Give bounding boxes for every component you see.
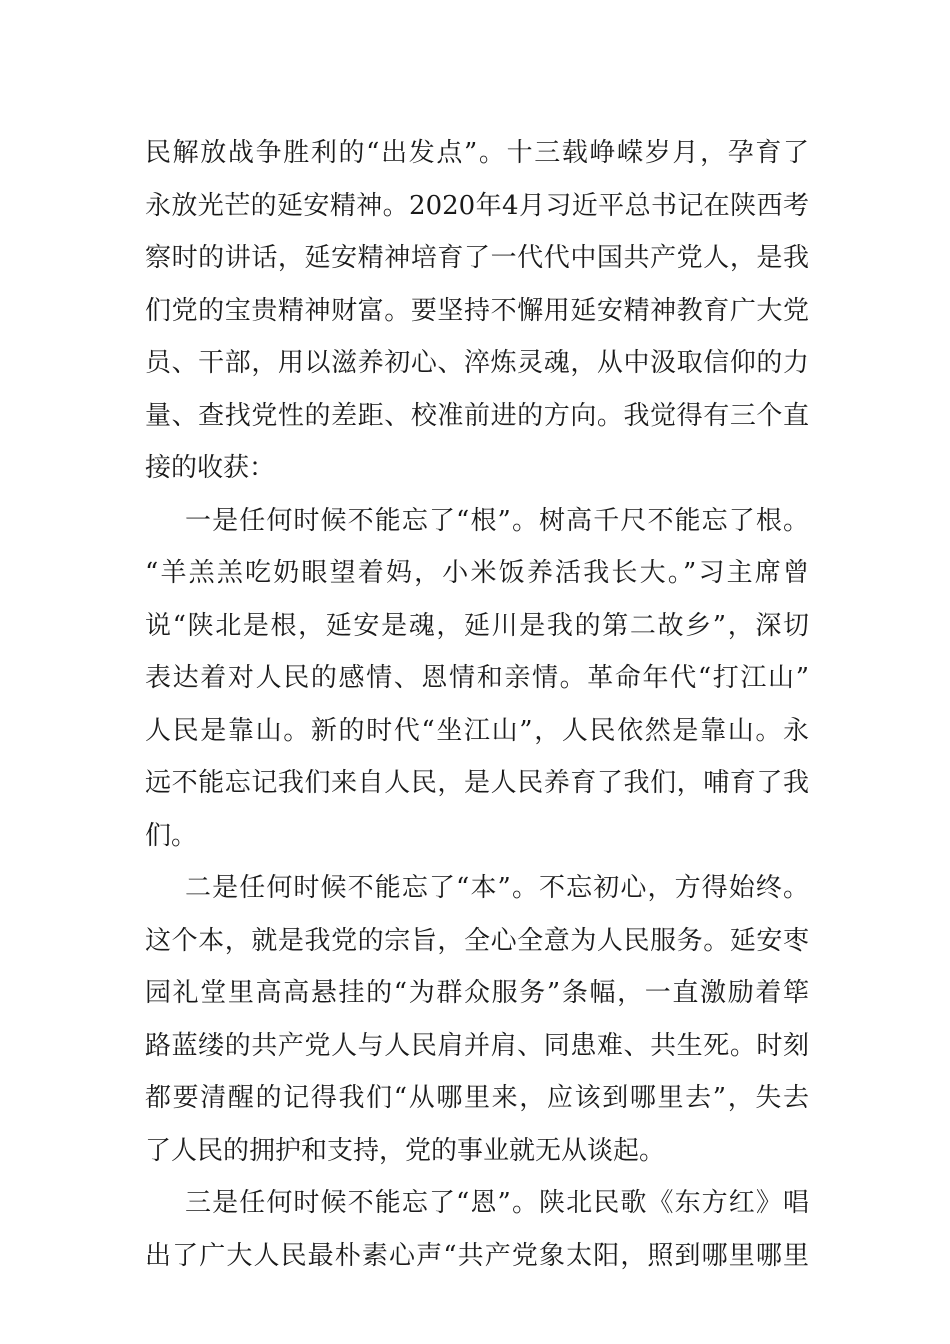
text-line: 一是任何时候不能忘了“根”。树高千尺不能忘了根。 [185,505,809,536]
text-line: 员、干部，用以滋养初心、淬炼灵魂，从中汲取信仰的力 [145,348,809,378]
text-line: 二是任何时候不能忘了“本”。不忘初心，方得始终。 [185,873,809,903]
text-line: 说“陕北是根，延安是魂，延川是我的第二故乡”，深切 [145,610,809,641]
document-body [145,127,809,1282]
text-line: 察时的讲话，延安精神培育了一代代中国共产党人，是我 [145,243,809,273]
text-line: 民解放战争胜利的“出发点”。十三载峥嵘岁月，孕育了 [145,138,809,168]
text-line: 远不能忘记我们来自人民，是人民养育了我们，哺育了我 [145,768,809,798]
text-line: 量、查找党性的差距、校准前进的方向。我觉得有三个直 [145,400,809,431]
text-line: “羊羔羔吃奶眼望着妈，小米饭养活我长大。”习主席曾 [145,558,809,588]
text-line: 永放光芒的延安精神。2020年4月习近平总书记在陕西考 [145,190,809,221]
text-line: 都要清醒的记得我们“从哪里来，应该到哪里去”，失去 [145,1083,809,1113]
text-line: 三是任何时候不能忘了“恩”。陕北民歌《东方红》唱 [185,1188,809,1218]
text-line: 们党的宝贵精神财富。要坚持不懈用延安精神教育广大党 [145,295,809,326]
text-line: 们。 [145,820,198,851]
text-line: 表达着对人民的感情、恩情和亲情。革命年代“打江山” [145,663,809,693]
text-line: 园礼堂里高高悬挂的“为群众服务”条幅，一直激励着筚 [145,978,809,1008]
text-line: 出了广大人民最朴素心声“共产党象太阳，照到哪里哪里 [145,1240,809,1271]
text-line: 人民是靠山。新的时代“坐江山”，人民依然是靠山。永 [145,715,809,746]
text-line: 路蓝缕的共产党人与人民肩并肩、同患难、共生死。时刻 [145,1030,809,1061]
text-line: 接的收获： [145,453,276,483]
text-line: 了人民的拥护和支持，党的事业就无从谈起。 [145,1135,666,1166]
text-line: 这个本，就是我党的宗旨，全心全意为人民服务。延安枣 [145,925,809,956]
